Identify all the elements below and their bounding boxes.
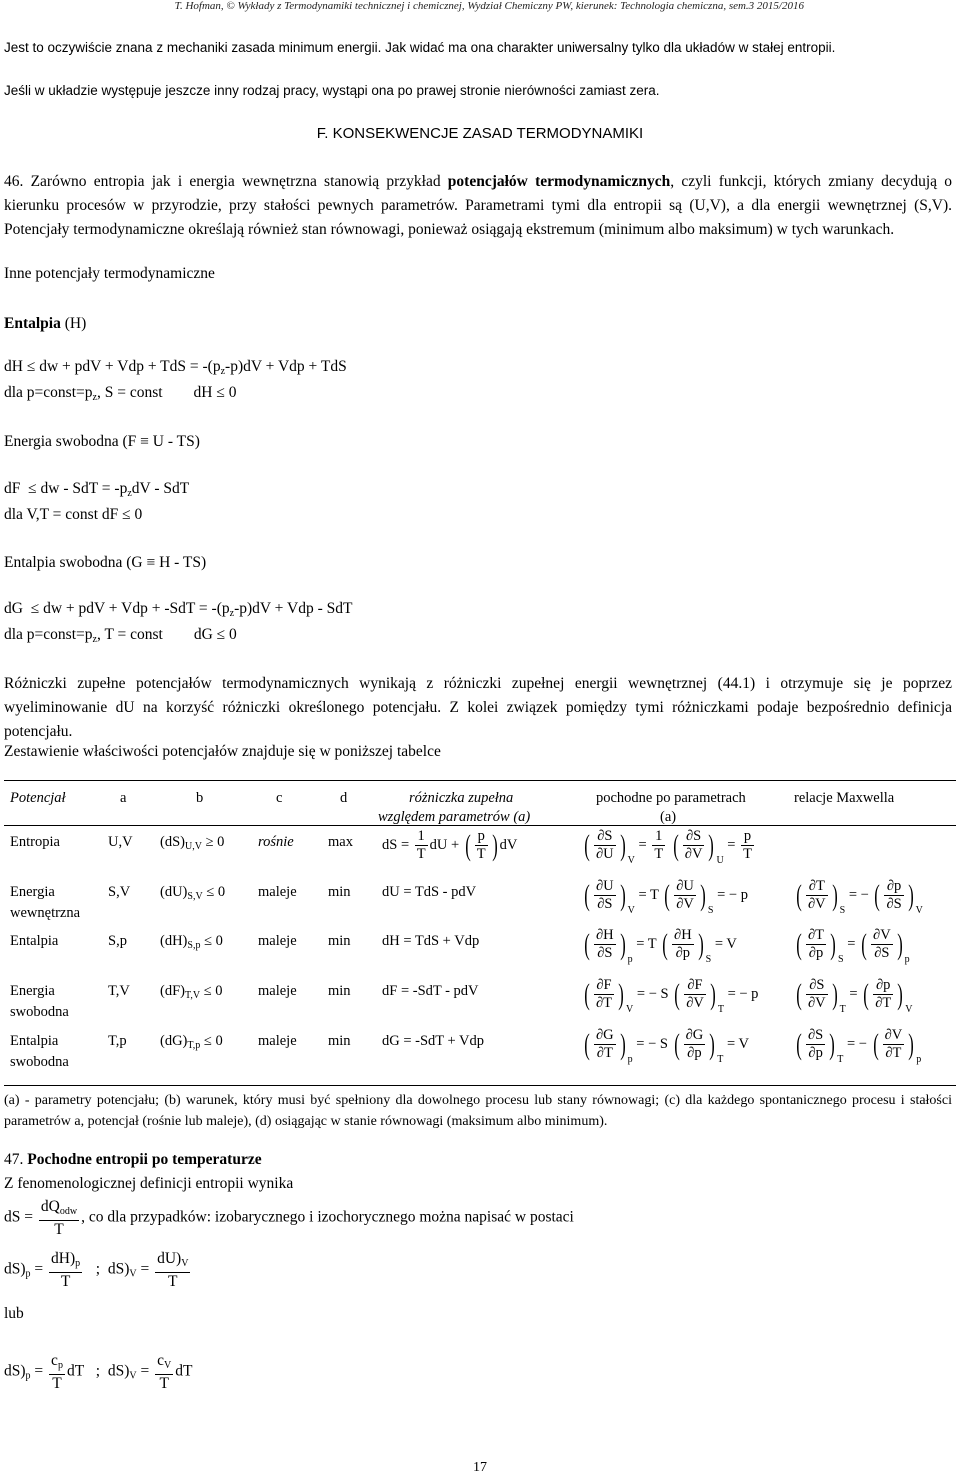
row-internal-energy-maxwell: ( $\frac{\partial T}{\partial V}$ ) $_S$ = − ( $\frac{\partial p}{\partial S}$ ) $_V$	[796, 878, 923, 916]
table-top-rule	[4, 780, 956, 781]
paragraph-46	[4, 170, 952, 242]
row-entropy-d: max	[328, 834, 353, 850]
p46-part2: , czyli funkcji, których zmiany decydują o kierunku procesów w przyrodzie, przy stałości pewnych parametrów. Parametrami tymi dla entropii są (U,V), a dla energii wewnętrznej (S,V). Potencjały termodynamiczne określają również stan równowagi, ponieważ osiągają ekstremum (minimum albo maksimum) w tych warunkach.	[4, 173, 952, 238]
row-entropy-name: Entropia	[10, 834, 60, 850]
row-entropy-a: U,V	[108, 834, 133, 850]
p46-number: 46.	[4, 173, 24, 190]
row-enthalpy-name: Entalpia	[10, 933, 59, 949]
row-free-energy-d: min	[328, 983, 351, 999]
row-internal-energy-name2: wewnętrzna	[10, 905, 81, 921]
th-differential-1: różniczka zupełna	[409, 790, 514, 806]
row-enthalpy-d: min	[328, 933, 351, 949]
row-free-enthalpy-derivs: ( $\frac{\partial G}{\partial T}$ ) $_p$ = − S ( $\frac{\partial G}{\partial p}$ ) $_T$ = V	[584, 1027, 749, 1065]
row-enthalpy-b: $(dH)_{S,p} \le 0$	[160, 933, 223, 951]
p46-part1: Zarówno entropia jak i energia wewnętrzna stanowią przykład	[23, 173, 448, 190]
row-free-enthalpy-a: T,p	[108, 1033, 127, 1049]
row-entropy-diff: dS = $\frac{1}{T}$ dU + ( $\frac{p}{T}$ ) dV	[382, 828, 518, 862]
row-entropy-c: rośnie	[258, 834, 294, 850]
free-enthalpy-eq2: dla $p=const=p_z$, T = const dG ≤ 0	[4, 626, 237, 645]
row-internal-energy-c: maleje	[258, 884, 297, 900]
row-free-enthalpy-name1: Entalpia	[10, 1033, 59, 1049]
row-enthalpy-derivs: ( $\frac{\partial H}{\partial S}$ ) $_p$ = T ( $\frac{\partial H}{\partial p}$ ) $_S$ = V	[584, 927, 737, 965]
row-enthalpy-a: S,p	[108, 933, 127, 949]
table-note: (a) - parametry potencjału; (b) warunek, który musi być spełniony dla dowolnego procesu lub stany równowagi; (c) dla każdego spontanicznego procesu i stałości parametrów a, potencjał (rośnie lub maleje), (d) osiągając w stanie równowagi (maksimum albo minimum).	[4, 1093, 952, 1129]
p46-bold: potencjałów termodynamicznych	[447, 173, 671, 190]
row-entropy-b: $(dS)_{U,V} \ge 0$	[160, 834, 225, 852]
row-free-enthalpy-maxwell: ( $\frac{\partial S}{\partial p}$ ) $_T$ = − ( $\frac{\partial V}{\partial T}$ ) $_p$	[796, 1027, 922, 1065]
row-free-energy-name1: Energia	[10, 983, 55, 999]
th-derivatives-1: pochodne po parametrach	[596, 790, 746, 806]
row-free-enthalpy-d: min	[328, 1033, 351, 1049]
table-intro: Zestawienie właściwości potencjałów znajduje się w poniższej tabelce	[4, 743, 441, 760]
running-header: T. Hofman, © Wykłady z Termodynamiki technicznej i chemicznej, Wydział Chemiczny PW, kierunek: Technologia chemiczna, sem.3 2015/2016	[174, 0, 804, 12]
row-enthalpy-diff: dH = TdS + Vdp	[382, 933, 480, 949]
p47-line: Z fenomenologicznej definicji entropii wynika	[4, 1175, 294, 1192]
enthalpy-eq1: dH ≤ dw + pdV + Vdp + TdS = $-(p_z-p)dV$ + Vdp + TdS	[4, 358, 347, 377]
row-free-energy-diff: dF = -SdT - pdV	[382, 983, 479, 999]
intro-line-1: Jest to oczywiście znana z mechaniki zasada minimum energii. Jak widać ma ona charakter uniwersalny tylko dla układów w stałej entropii.	[4, 40, 836, 55]
p47-heading: 47. Pochodne entropii po temperaturze	[4, 1151, 262, 1168]
row-entropy-derivs: ( $\frac{\partial S}{\partial U}$ ) $_V$ = $\frac{1}{T}$ ( $\frac{\partial S}{\partial V}$ ) $_U$ = $\frac{p}{T}$	[584, 828, 752, 866]
free-enthalpy-eq1: dG ≤ dw + pdV + Vdp + $-SdT = -(p_z-p)dV$ + Vdp - SdT	[4, 600, 353, 619]
row-internal-energy-diff: dU = TdS - pdV	[382, 884, 477, 900]
lub-word: lub	[4, 1305, 24, 1322]
section-title: F. KONSEKWENCJE ZASAD TERMODYNAMIKI	[316, 125, 644, 142]
th-b: b	[196, 790, 204, 806]
row-internal-energy-a: S,V	[108, 884, 131, 900]
row-free-energy-derivs: ( $\frac{\partial F}{\partial T}$ ) $_V$ = − S ( $\frac{\partial F}{\partial V}$ ) $_T$ = − p	[584, 977, 759, 1015]
row-internal-energy-name1: Energia	[10, 884, 55, 900]
intro-line-2: Jeśli w układzie występuje jeszcze inny rodzaj pracy, wystąpi ona po prawej stronie nierówności zamiast zera.	[4, 83, 660, 98]
free-enthalpy-title: Entalpia swobodna (G ≡ H - TS)	[4, 554, 207, 571]
table-bottom-rule	[4, 1085, 956, 1086]
th-d: d	[340, 790, 348, 806]
enthalpy-eq2: dla $p=const=p_z$, S = const dH ≤ 0	[4, 384, 237, 403]
potentials-table	[4, 780, 956, 1086]
row-free-energy-b: $(dF)_{T,V} \le 0$	[160, 983, 223, 1001]
other-potentials: Inne potencjały termodynamiczne	[4, 265, 215, 282]
enthalpy-title: Entalpia (H)	[4, 315, 87, 332]
differentials-paragraph: Różniczki zupełne potencjałów termodynamicznych wynikają z różniczki zupełnej energii wewnętrznej (44.1) i otrzymuje się je poprzez wyeliminowanie dU na korzyść różniczki określonego potencjału. Z kolei związek pomiędzy tymi różniczkami podaje bezpośrednio definicja potencjału.	[4, 675, 952, 740]
free-energy-title: Energia swobodna (F ≡ U - TS)	[4, 433, 200, 450]
eq-ds-definition: dS = $\frac{dQ_{odw}}{T}$ , co dla przypadków: izobarycznego i izochorycznego można napisać w postaci	[4, 1198, 574, 1238]
page-number: 17	[473, 1460, 487, 1475]
row-enthalpy-maxwell: ( $\frac{\partial T}{\partial p}$ ) $_S$ = ( $\frac{\partial V}{\partial S}$ ) $_p$	[796, 927, 910, 965]
row-internal-energy-d: min	[328, 884, 351, 900]
row-free-energy-name2: swobodna	[10, 1004, 69, 1020]
th-c: c	[276, 790, 283, 806]
row-free-energy-c: maleje	[258, 983, 297, 999]
row-free-enthalpy-b: $(dG)_{T,p} \le 0$	[160, 1033, 223, 1051]
eq-ds-heat-capacity: $dS)_p$ = $\frac{c_p}{T}$ dT ; $dS)_V$ = $\frac{c_V}{T}$ dT	[4, 1352, 193, 1392]
row-internal-energy-b: $(dU)_{S,V} \le 0$	[160, 884, 226, 902]
row-enthalpy-c: maleje	[258, 933, 297, 949]
free-energy-eq1: dF ≤ dw - SdT = $-p_zdV$ - SdT	[4, 480, 190, 499]
th-derivatives-2: (a)	[660, 809, 677, 825]
row-free-energy-a: T,V	[108, 983, 130, 999]
row-free-enthalpy-name2: swobodna	[10, 1054, 69, 1070]
row-free-enthalpy-c: maleje	[258, 1033, 297, 1049]
row-free-enthalpy-diff: dG = -SdT + Vdp	[382, 1033, 485, 1049]
th-potential: Potencjał	[10, 790, 66, 806]
th-maxwell: relacje Maxwella	[794, 790, 895, 806]
free-energy-eq2: dla V,T = const dF ≤ 0	[4, 506, 143, 523]
row-internal-energy-derivs: ( $\frac{\partial U}{\partial S}$ ) $_V$ = T ( $\frac{\partial U}{\partial V}$ ) $_S$ = − p	[584, 878, 748, 916]
th-a: a	[120, 790, 127, 806]
eq-ds-enthalpy-energy: $dS)_p$ = $\frac{dH)_p}{T}$ ; $dS)_V$ = $\frac{dU)_V}{T}$	[4, 1250, 189, 1290]
row-free-energy-maxwell: ( $\frac{\partial S}{\partial V}$ ) $_T$ = ( $\frac{\partial p}{\partial T}$ ) $_V$	[796, 977, 913, 1015]
th-differential-2: względem parametrów (a)	[378, 809, 531, 825]
